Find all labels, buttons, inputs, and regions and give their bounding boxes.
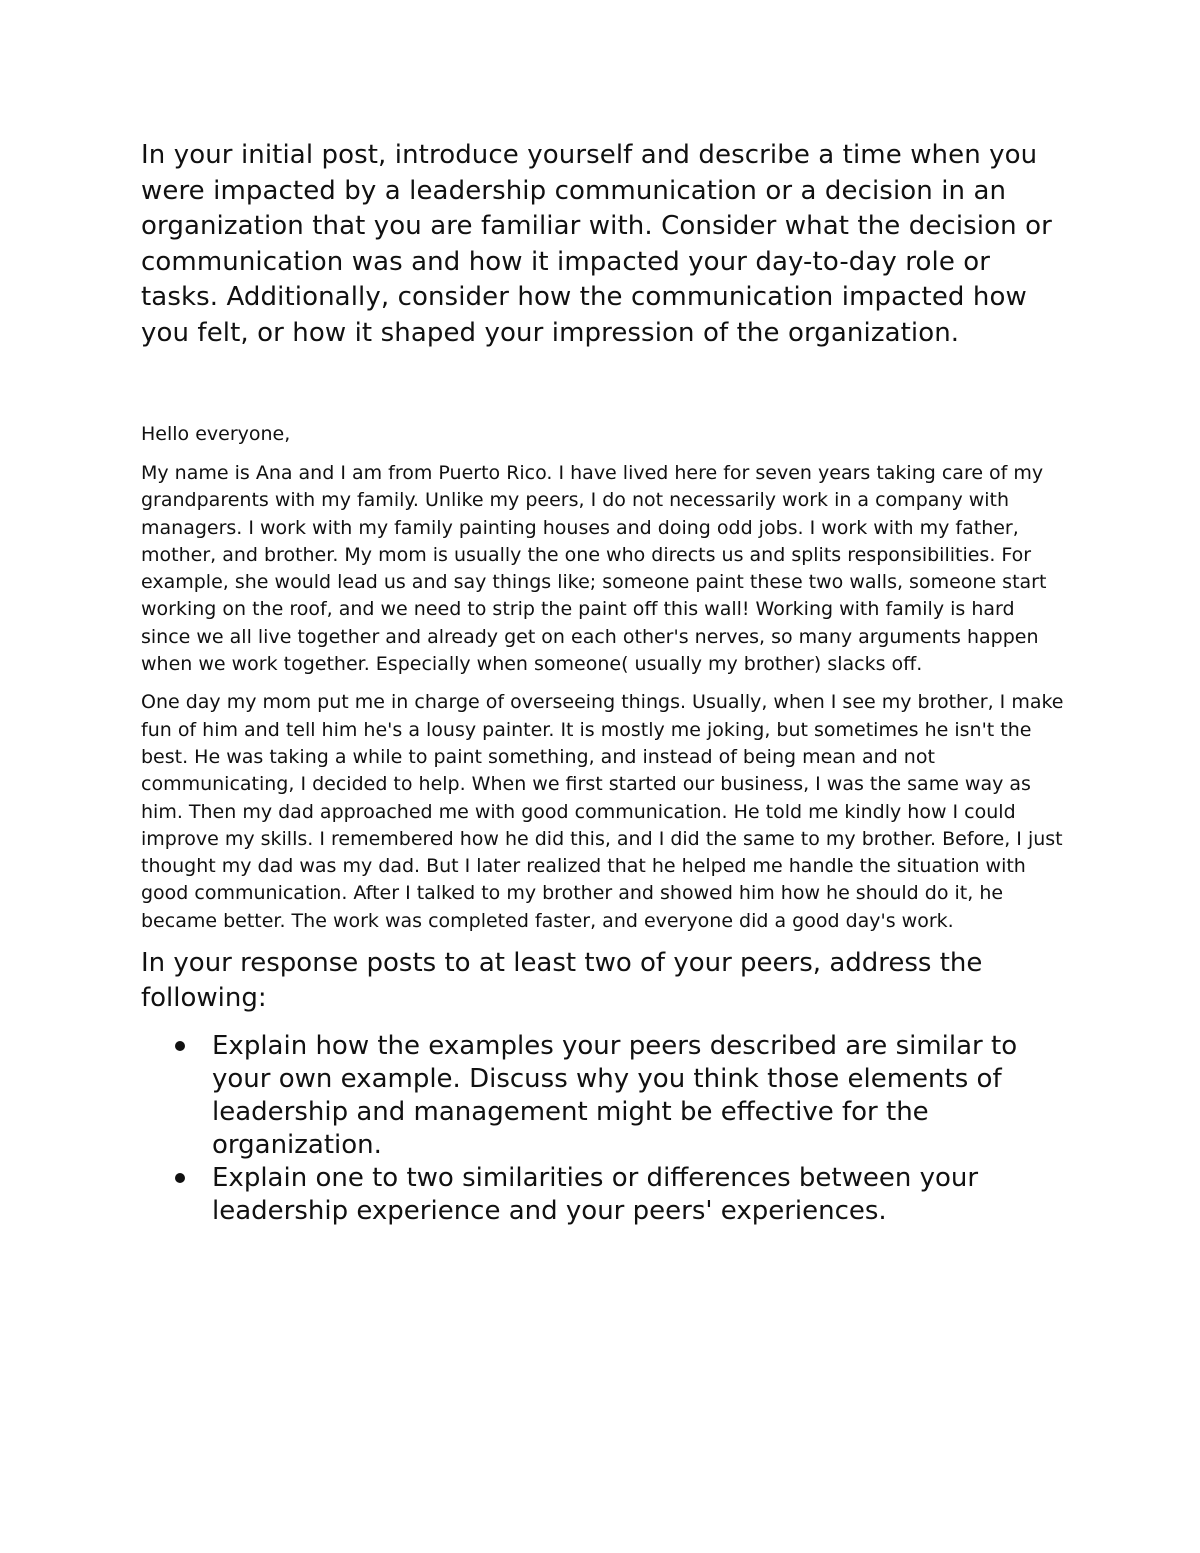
list-item-text: Explain how the examples your peers described are similar to your own example. Discuss why you think those elements of leadership and management might be effective for the organization. [212, 1031, 1018, 1161]
body-paragraph-2: One day my mom put me in charge of overseeing things. Usually, when I see my brother, I make fun of him and tell him he's a lousy painter. It is mostly me joking, but sometimes he isn't the best. He was taking a while to paint something, and instead of being mean and not communicating, I decided to help. When we first started our business, I was the same way as him. Then my dad approached me with good communication. He told me kindly how I could improve my skills. I remembered how he did this, and I did the same to my brother. Before, I just thought my dad was my dad. But I later realized that he helped me handle the situation with good communication. After I talked to my brother and showed him how he should do it, he became better. The work was completed faster, and everyone did a good day's work. [141, 691, 1064, 932]
greeting-text: Hello everyone, [141, 423, 291, 445]
document-page [141, 138, 1066, 1228]
response-posts-heading: In your response posts to at least two of your peers, address the following: [141, 948, 983, 1014]
bullet-icon [175, 1173, 185, 1183]
list-item [141, 1030, 1066, 1162]
initial-post-prompt: In your initial post, introduce yourself and describe a time when you were impacted by a leadership communication or a decision in an organization that you are familiar with. Consider what the decision or communication was and how it impacted your day-to-day role or tasks. Additionally, consider how the communication impacted how you felt, or how it shaped your impression of the organization. [141, 140, 1052, 348]
list-item [141, 1162, 1066, 1228]
bullet-icon [175, 1041, 185, 1051]
list-item-text: Explain one to two similarities or differences between your leadership experience and your peers' experiences. [212, 1163, 979, 1227]
body-paragraph-1: My name is Ana and I am from Puerto Rico. I have lived here for seven years taking care of my grandparents with my family. Unlike my peers, I do not necessarily work in a company with managers. I work with my family painting houses and doing odd jobs. I work with my father, mother, and brother. My mom is usually the one who directs us and splits responsibilities. For example, she would lead us and say things like; someone paint these two walls, someone start working on the roof, and we need to strip the paint off this wall! Working with family is hard since we all live together and already get on each other's nerves, so many arguments happen when we work together. Especially when someone( usually my brother) slacks off. [141, 462, 1047, 676]
spacer [141, 351, 1066, 421]
response-requirements-list [141, 1030, 1066, 1228]
